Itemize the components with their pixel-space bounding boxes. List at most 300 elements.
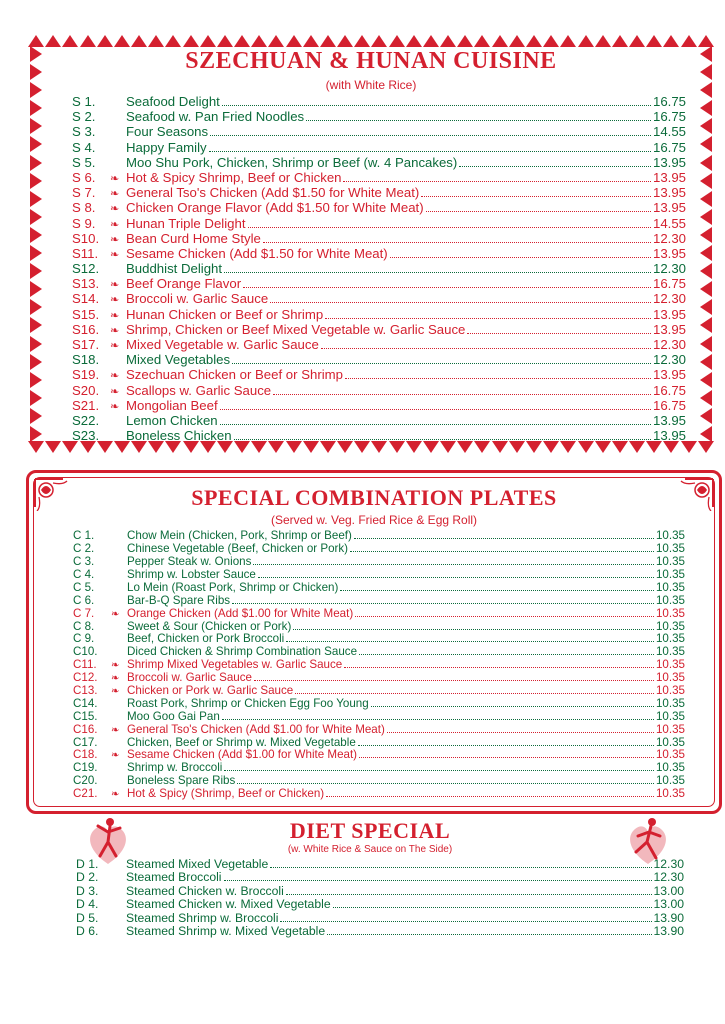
triangle-decoration (543, 35, 559, 47)
menu-item (72, 291, 686, 306)
menu-item-price: 10.35 (655, 567, 685, 581)
menu-item (72, 185, 686, 200)
menu-item-code: S13. (72, 276, 100, 292)
chili-pepper-icon: ❧ (110, 400, 120, 413)
dot-leader (248, 216, 651, 228)
triangle-decoration (303, 35, 319, 47)
triangle-decoration (251, 35, 267, 47)
menu-item-code: C 6. (73, 593, 95, 607)
menu-item-name: Sesame Chicken (Add $1.50 for White Meat) (126, 245, 388, 261)
chili-pepper-icon: ❧ (111, 750, 120, 762)
triangle-decoration (423, 35, 439, 47)
menu-item-price: 13.95 (652, 428, 686, 444)
menu-item (76, 884, 684, 897)
combination-title: SPECIAL COMBINATION PLATES (191, 485, 557, 510)
dot-leader (325, 307, 651, 319)
menu-item-price: 10.35 (655, 632, 685, 646)
dot-leader (234, 429, 651, 441)
chili-pepper-icon: ❧ (110, 203, 120, 216)
menu-item-code: C17. (73, 735, 98, 749)
menu-item-name: Lemon Chicken (126, 412, 218, 428)
chili-pepper-icon: ❧ (110, 370, 120, 383)
menu-item (72, 276, 686, 291)
menu-item (73, 709, 685, 722)
menu-item-code: C14. (73, 696, 98, 710)
menu-item-price: 10.35 (655, 761, 685, 775)
menu-item-name: Hunan Chicken or Beef or Shrimp (126, 306, 324, 322)
dot-leader (343, 170, 651, 182)
menu-item-code: S19. (72, 367, 100, 383)
menu-item-price: 12.30 (652, 261, 686, 277)
triangle-decoration (217, 35, 233, 47)
menu-item-name: Seafood Delight (126, 94, 220, 109)
triangle-decoration (440, 35, 456, 47)
menu-item-code: C 2. (73, 542, 95, 556)
dot-leader (355, 606, 654, 616)
menu-item-code: C19. (73, 761, 98, 775)
menu-item-price: 12.30 (653, 857, 684, 871)
menu-item (72, 398, 686, 413)
dot-leader (371, 697, 654, 707)
triangle-decoration (663, 35, 679, 47)
triangle-decoration (165, 35, 181, 47)
menu-item (72, 322, 686, 337)
combination-subtitle: (Served w. Veg. Fried Rice & Egg Roll) (270, 513, 478, 527)
dot-leader (327, 924, 651, 935)
menu-item-code: S 2. (72, 109, 96, 125)
menu-item-price: 10.35 (655, 555, 685, 569)
dot-leader (210, 125, 651, 137)
menu-item (72, 231, 686, 246)
menu-item-code: C15. (73, 709, 98, 723)
menu-item-price: 10.35 (655, 774, 685, 788)
menu-item-code: C16. (73, 722, 98, 736)
triangle-decoration (30, 136, 42, 152)
triangle-decoration (30, 317, 42, 333)
dot-leader (321, 337, 651, 349)
menu-item (72, 307, 686, 322)
menu-item-code: C 8. (73, 619, 95, 633)
triangle-decoration (474, 35, 490, 47)
menu-item-code: C 1. (73, 529, 95, 543)
dot-leader (390, 246, 651, 258)
menu-item-code: S22. (72, 412, 100, 428)
chili-pepper-icon: ❧ (110, 233, 120, 246)
menu-item-name: Steamed Chicken w. Broccoli (126, 883, 284, 898)
triangle-decoration (30, 245, 42, 261)
menu-item-price: 13.95 (652, 412, 686, 428)
menu-item (73, 581, 685, 594)
menu-item-price: 12.30 (652, 352, 686, 368)
menu-item-name: Happy Family (126, 139, 207, 155)
menu-item-price: 13.95 (652, 154, 686, 170)
menu-item (72, 155, 686, 170)
triangle-decoration (700, 245, 712, 261)
dot-leader (344, 658, 654, 668)
triangle-decoration (700, 336, 712, 352)
menu-item-code: S 7. (72, 185, 96, 201)
chili-pepper-icon: ❧ (110, 294, 120, 307)
menu-item-code: C 7. (73, 606, 95, 620)
menu-item-code: S16. (72, 321, 100, 337)
triangle-decoration (457, 35, 473, 47)
triangle-decoration (406, 35, 422, 47)
menu-item (73, 684, 685, 697)
menu-item-name: Szechuan Chicken or Beef or Shrimp (126, 367, 343, 383)
triangle-decoration (97, 35, 113, 47)
menu-item-code: S11. (72, 245, 99, 261)
chili-pepper-icon: ❧ (110, 248, 120, 261)
triangle-decoration (62, 35, 78, 47)
menu-item (73, 568, 685, 581)
menu-item-code: C 5. (73, 580, 95, 594)
menu-item-price: 10.35 (655, 735, 685, 749)
dot-leader (224, 871, 652, 882)
menu-item-code: D 6. (76, 923, 99, 938)
menu-item-name: Chicken Orange Flavor (Add $1.50 for White Meat) (126, 200, 424, 216)
menu-item-price: 12.30 (652, 291, 686, 307)
chili-pepper-icon: ❧ (111, 685, 120, 697)
menu-item-code: S17. (72, 337, 100, 352)
menu-item (72, 428, 686, 443)
dot-leader (467, 322, 651, 334)
triangle-decoration (30, 299, 42, 315)
menu-item-name: Shrimp w. Broccoli (127, 761, 223, 775)
triangle-decoration (30, 263, 42, 279)
menu-item-price: 13.00 (653, 883, 684, 898)
dot-leader (421, 186, 651, 198)
menu-item-price: 13.95 (652, 200, 686, 216)
menu-item-name: Lo Mein (Roast Pork, Shrimp or Chicken) (127, 580, 339, 594)
menu-item (73, 697, 685, 710)
menu-item-code: S10. (72, 230, 100, 246)
menu-item (72, 94, 686, 109)
menu-item-name: Sweet & Sour (Chicken or Pork) (127, 619, 292, 633)
triangle-decoration (700, 317, 712, 333)
triangle-decoration (30, 354, 42, 370)
menu-item (72, 109, 686, 124)
menu-item-price: 12.30 (653, 870, 684, 885)
menu-item-code: D 1. (76, 857, 99, 871)
menu-item-name: Shrimp, Chicken or Beef Mixed Vegetable w. Garlic Sauce (126, 321, 466, 337)
menu-item (73, 619, 685, 632)
triangle-decoration (698, 441, 714, 453)
triangle-decoration (354, 35, 370, 47)
menu-item-name: Hot & Spicy Shrimp, Beef or Chicken (126, 169, 342, 185)
dot-leader (459, 155, 651, 167)
triangle-decoration (595, 35, 611, 47)
menu-item-name: Beef Orange Flavor (126, 276, 242, 292)
menu-item-name: Scallops w. Garlic Sauce (126, 382, 272, 398)
menu-item-price: 16.75 (652, 276, 686, 292)
menu-item-name: Steamed Mixed Vegetable (126, 857, 269, 871)
triangle-border-left (28, 46, 44, 442)
dot-leader (387, 722, 654, 732)
menu-item-price: 10.35 (655, 593, 685, 607)
triangle-decoration (700, 426, 712, 442)
menu-item (72, 200, 686, 215)
menu-item-price: 16.75 (652, 382, 686, 398)
triangle-decoration (30, 227, 42, 243)
triangle-decoration (30, 118, 42, 134)
triangle-decoration (114, 35, 130, 47)
triangle-decoration (183, 35, 199, 47)
menu-item-price: 13.95 (652, 169, 686, 185)
menu-item-code: C13. (73, 683, 98, 697)
menu-item-name: Bar-B-Q Spare Ribs (127, 593, 231, 607)
menu-item-code: S18. (72, 352, 100, 368)
dot-leader (224, 262, 651, 274)
menu-item (76, 897, 684, 910)
menu-item (73, 555, 685, 568)
menu-item-code: D 5. (76, 910, 99, 925)
dot-leader (224, 761, 654, 771)
dot-leader (293, 619, 654, 629)
menu-item-price: 10.35 (655, 787, 685, 801)
menu-item-price: 14.55 (652, 215, 686, 231)
menu-item-name: Broccoli w. Garlic Sauce (126, 291, 269, 307)
menu-item-name: Moo Goo Gai Pan (127, 709, 220, 723)
triangle-decoration (45, 441, 61, 453)
dot-leader (340, 581, 654, 591)
chili-pepper-icon: ❧ (111, 789, 120, 801)
triangle-decoration (700, 155, 712, 171)
chili-pepper-icon: ❧ (110, 218, 120, 231)
menu-item-name: Four Seasons (126, 124, 209, 140)
dot-leader (258, 568, 654, 578)
menu-item-name: Broccoli w. Garlic Sauce (127, 671, 253, 685)
menu-item-price: 10.35 (655, 606, 685, 620)
menu-item-name: Beef, Chicken or Pork Broccoli (127, 632, 285, 646)
triangle-decoration (30, 209, 42, 225)
szechuan-subtitle: (with White Rice) (325, 78, 417, 92)
dot-leader (426, 201, 651, 213)
menu-item (73, 542, 685, 555)
dot-leader (345, 368, 651, 380)
dot-leader (359, 748, 654, 758)
menu-item-price: 13.00 (653, 897, 684, 912)
menu-item (72, 216, 686, 231)
chili-pepper-icon: ❧ (110, 172, 120, 185)
menu-item-code: S12. (72, 261, 100, 277)
dot-leader (254, 671, 654, 681)
triangle-decoration (148, 35, 164, 47)
menu-item (72, 124, 686, 139)
menu-item-price: 13.95 (652, 321, 686, 337)
menu-item (76, 857, 684, 870)
menu-item-code: C21. (73, 787, 98, 801)
menu-item-name: Chicken, Beef or Shrimp w. Mixed Vegetable (127, 735, 356, 749)
triangle-decoration (30, 281, 42, 297)
dot-leader (222, 709, 654, 719)
dot-leader (222, 94, 651, 106)
dot-leader (253, 555, 654, 565)
triangle-decoration (578, 35, 594, 47)
menu-item-name: Hunan Triple Delight (126, 215, 246, 231)
menu-item-code: C 9. (73, 632, 95, 646)
menu-item-price: 16.75 (652, 139, 686, 155)
menu-item-price: 10.35 (655, 542, 685, 556)
dot-leader (280, 911, 651, 922)
menu-item-name: Chicken or Pork w. Garlic Sauce (127, 683, 294, 697)
menu-item (76, 924, 684, 937)
chili-pepper-icon: ❧ (111, 673, 120, 685)
chili-pepper-icon: ❧ (110, 324, 120, 337)
menu-item-code: C12. (73, 671, 98, 685)
triangle-decoration (200, 35, 216, 47)
menu-item-price: 16.75 (652, 94, 686, 109)
menu-item-price: 13.95 (652, 367, 686, 383)
menu-item-name: Hot & Spicy (Shrimp, Beef or Chicken) (127, 787, 325, 801)
dot-leader (243, 277, 651, 289)
menu-item (73, 645, 685, 658)
triangle-decoration (700, 299, 712, 315)
triangle-decoration (629, 35, 645, 47)
dot-leader (263, 231, 651, 243)
menu-item-name: Steamed Broccoli (126, 870, 222, 885)
dot-leader (286, 632, 654, 642)
menu-item (73, 606, 685, 619)
triangle-decoration (320, 35, 336, 47)
triangle-decoration (30, 100, 42, 116)
triangle-decoration (560, 35, 576, 47)
dot-leader (220, 413, 651, 425)
menu-item-price: 10.35 (655, 619, 685, 633)
menu-item-code: S 5. (72, 154, 96, 170)
menu-item-price: 12.30 (652, 337, 686, 352)
menu-item-price: 10.35 (655, 645, 685, 659)
triangle-decoration (700, 227, 712, 243)
menu-item (76, 911, 684, 924)
triangle-decoration (646, 35, 662, 47)
menu-item (73, 722, 685, 735)
menu-item (72, 367, 686, 382)
triangle-decoration (30, 372, 42, 388)
menu-item-code: S21. (72, 397, 100, 413)
dot-leader (286, 884, 652, 895)
triangle-decoration (700, 209, 712, 225)
triangle-decoration (700, 118, 712, 134)
triangle-decoration (286, 35, 302, 47)
menu-item (73, 787, 685, 800)
triangle-decoration (30, 426, 42, 442)
menu-item-price: 13.90 (653, 923, 684, 938)
diet-title: DIET SPECIAL (289, 818, 451, 843)
menu-item-code: C 3. (73, 555, 95, 569)
menu-item-name: Mixed Vegetables (126, 352, 231, 368)
dot-leader (359, 645, 654, 655)
menu-item-name: Boneless Spare Ribs (127, 774, 236, 788)
triangle-decoration (268, 35, 284, 47)
menu-item-price: 13.95 (652, 245, 686, 261)
menu-item-price: 13.95 (652, 185, 686, 201)
menu-item (72, 383, 686, 398)
triangle-decoration (234, 35, 250, 47)
triangle-decoration (700, 372, 712, 388)
menu-item-name: Steamed Shrimp w. Mixed Vegetable (126, 923, 326, 938)
diet-special-section (40, 812, 700, 942)
triangle-decoration (700, 263, 712, 279)
menu-item-name: Pepper Steak w. Onions (127, 555, 252, 569)
triangle-decoration (700, 173, 712, 189)
triangle-decoration (30, 390, 42, 406)
triangle-decoration (30, 155, 42, 171)
menu-item-price: 10.35 (655, 580, 685, 594)
triangle-decoration (30, 408, 42, 424)
menu-item-name: Orange Chicken (Add $1.00 for White Meat) (127, 606, 354, 620)
menu-item-name: Chinese Vegetable (Beef, Chicken or Pork) (127, 542, 349, 556)
dot-leader (232, 593, 654, 603)
menu-item (72, 413, 686, 428)
triangle-decoration (700, 191, 712, 207)
dot-leader (237, 774, 654, 784)
menu-item (73, 671, 685, 684)
menu-item-price: 13.95 (652, 306, 686, 322)
szechuan-hunan-section (28, 32, 714, 456)
chili-pepper-icon: ❧ (111, 660, 120, 672)
menu-item (72, 352, 686, 367)
menu-item-name: Bean Curd Home Style (126, 230, 261, 246)
diet-menu-list (76, 857, 684, 937)
menu-item-code: S23. (72, 428, 100, 444)
menu-item-price: 16.75 (652, 109, 686, 125)
menu-item (76, 870, 684, 883)
menu-item-name: Shrimp w. Lobster Sauce (127, 567, 256, 581)
combination-plates-section (26, 470, 722, 814)
menu-item (72, 140, 686, 155)
dot-leader (270, 292, 651, 304)
menu-item (73, 735, 685, 748)
menu-item-name: General Tso's Chicken (Add $1.00 for White Meat) (127, 722, 385, 736)
triangle-decoration (28, 441, 44, 453)
dot-leader (220, 398, 651, 410)
dot-leader (273, 383, 651, 395)
menu-item-name: Buddhist Delight (126, 261, 223, 277)
combination-menu-list (73, 529, 685, 800)
menu-item (72, 261, 686, 276)
menu-item-name: Sesame Chicken (Add $1.00 for White Meat) (127, 748, 358, 762)
menu-item (73, 748, 685, 761)
triangle-decoration (131, 35, 147, 47)
menu-item-code: C11. (73, 658, 97, 672)
menu-item (73, 761, 685, 774)
menu-item-price: 10.35 (655, 696, 685, 710)
dot-leader (358, 735, 654, 745)
menu-item (72, 246, 686, 261)
triangle-decoration (700, 136, 712, 152)
menu-item-name: Boneless Chicken (126, 428, 232, 444)
triangle-decoration (700, 100, 712, 116)
menu-item-code: S 9. (72, 215, 96, 231)
chili-pepper-icon: ❧ (110, 340, 120, 352)
triangle-decoration (700, 281, 712, 297)
menu-item (73, 593, 685, 606)
menu-item-code: S20. (72, 382, 100, 398)
menu-item (73, 529, 685, 542)
triangle-border-right (698, 46, 714, 442)
menu-item (72, 170, 686, 185)
triangle-decoration (681, 35, 697, 47)
menu-item-price: 12.30 (652, 230, 686, 246)
dot-leader (270, 857, 651, 868)
menu-item-price: 10.35 (655, 671, 685, 685)
triangle-decoration (30, 336, 42, 352)
menu-item-code: C 4. (73, 567, 95, 581)
menu-item-name: Seafood w. Pan Fried Noodles (126, 109, 305, 125)
menu-item-price: 10.35 (655, 748, 685, 762)
menu-item-code: D 4. (76, 897, 99, 912)
menu-item-code: S 6. (72, 169, 96, 185)
